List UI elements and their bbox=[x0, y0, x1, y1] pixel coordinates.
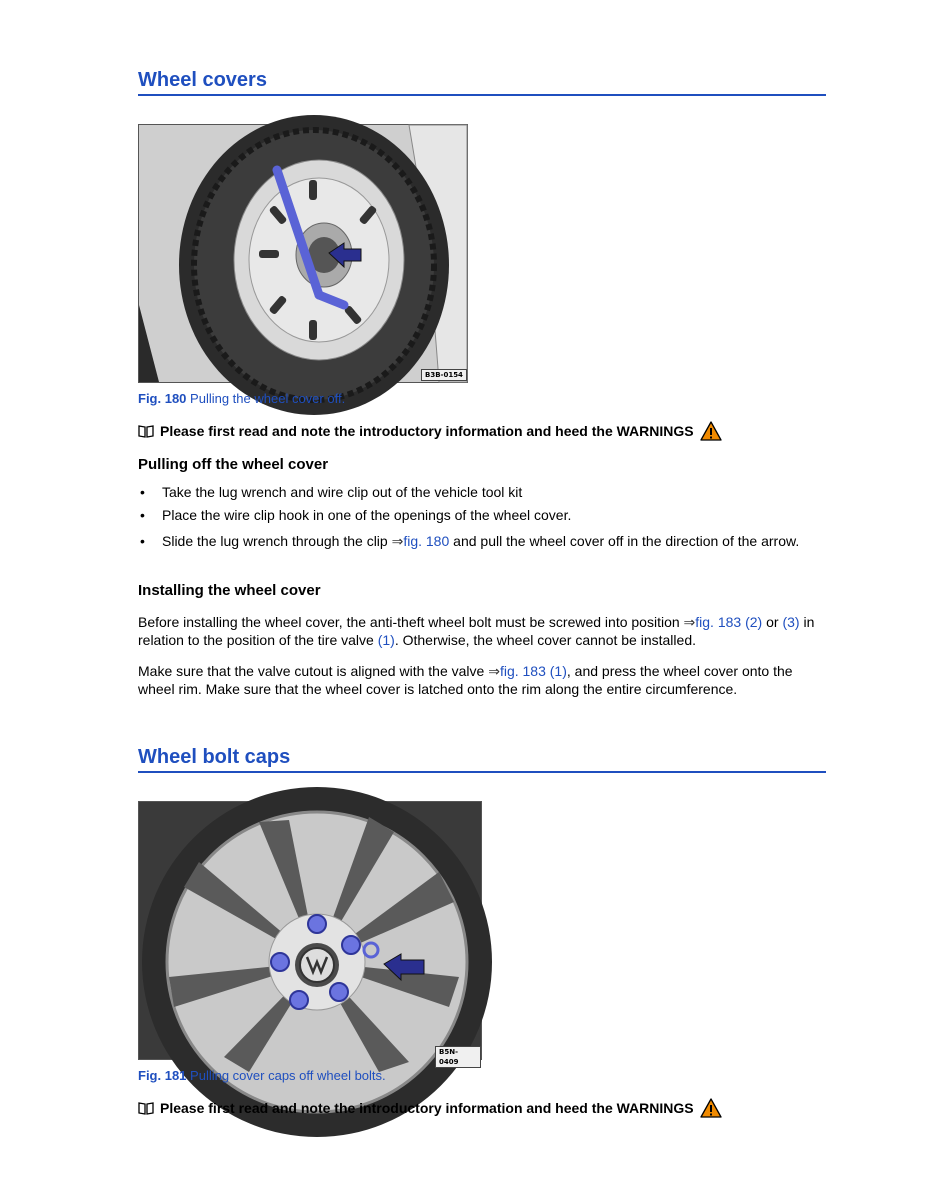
figure-181-caption bbox=[138, 1068, 386, 1083]
warning-note-text: Please first read and note the introductory information and heed the WARNINGS bbox=[160, 423, 694, 439]
paragraph-text: or bbox=[762, 614, 783, 630]
figure-number: Fig. 180 bbox=[138, 391, 187, 406]
bullet-item bbox=[138, 532, 826, 550]
paragraph bbox=[138, 662, 826, 698]
wheel-bolt-illustration bbox=[139, 802, 481, 1059]
bullet-dot: • bbox=[140, 484, 145, 500]
paragraph-text: Make sure that the valve cutout is aligned with the valve bbox=[138, 663, 489, 679]
warning-triangle-icon bbox=[700, 1098, 722, 1118]
link-1[interactable]: (1) bbox=[377, 632, 395, 648]
link-fig-180[interactable]: fig. 180 bbox=[403, 533, 450, 549]
subheading-pulling-off: Pulling off the wheel cover bbox=[138, 456, 329, 473]
book-icon bbox=[138, 1101, 154, 1115]
reference-arrow: ⇒ bbox=[683, 614, 696, 630]
paragraph-text: . Otherwise, the wheel cover cannot be installed. bbox=[394, 632, 696, 648]
reference-arrow: ⇒ bbox=[488, 663, 500, 679]
warning-note bbox=[138, 421, 722, 441]
link-3[interactable]: (3) bbox=[782, 614, 800, 630]
paragraph bbox=[138, 613, 826, 649]
heading-wheel-covers: Wheel covers bbox=[138, 68, 826, 96]
paragraph-text: , and press the wheel cover onto the wheel rim. Make sure that the wheel cover is latched onto the rim along the entire circumference. bbox=[138, 663, 793, 697]
figure-caption-text: Pulling the wheel cover off. bbox=[190, 391, 346, 406]
bullet-text: Slide the lug wrench through the clip bbox=[162, 533, 392, 549]
bullet-dot: • bbox=[140, 507, 145, 523]
warning-note bbox=[138, 1098, 722, 1118]
subheading-installing: Installing the wheel cover bbox=[138, 582, 321, 599]
figure-caption-text: Pulling cover caps off wheel bolts. bbox=[190, 1068, 386, 1083]
bullet-dot: • bbox=[140, 533, 145, 549]
paragraph-text: Before installing the wheel cover, the anti-theft wheel bolt must be screwed into position bbox=[138, 614, 684, 630]
link-fig-183-2[interactable]: fig. 183 (2) bbox=[695, 614, 763, 630]
heading-wheel-bolt-caps: Wheel bolt caps bbox=[138, 745, 826, 773]
bullet-item bbox=[138, 483, 826, 501]
wheel-cover-illustration bbox=[139, 125, 467, 382]
bullet-text: Take the lug wrench and wire clip out of the vehicle tool kit bbox=[162, 484, 523, 500]
bullet-text: and pull the wheel cover off in the direction of the arrow. bbox=[449, 533, 800, 549]
reference-arrow: ⇒ bbox=[391, 533, 404, 549]
warning-note-text: Please first read and note the introductory information and heed the WARNINGS bbox=[160, 1100, 694, 1116]
figure-number: Fig. 181 bbox=[138, 1068, 187, 1083]
bullet-item bbox=[138, 506, 826, 524]
paragraph-text: in relation to the position of the tire valve bbox=[138, 614, 815, 648]
figure-181-image bbox=[138, 801, 482, 1066]
book-icon bbox=[138, 424, 154, 438]
figure-code: B5N-0409 bbox=[435, 1046, 481, 1068]
warning-triangle-icon bbox=[700, 421, 722, 441]
figure-code: B3B-0154 bbox=[421, 369, 467, 381]
figure-180-image bbox=[138, 124, 468, 383]
figure-180-caption bbox=[138, 391, 345, 406]
bullet-text: Place the wire clip hook in one of the openings of the wheel cover. bbox=[162, 507, 572, 523]
link-fig-183-1[interactable]: fig. 183 (1) bbox=[499, 663, 567, 679]
